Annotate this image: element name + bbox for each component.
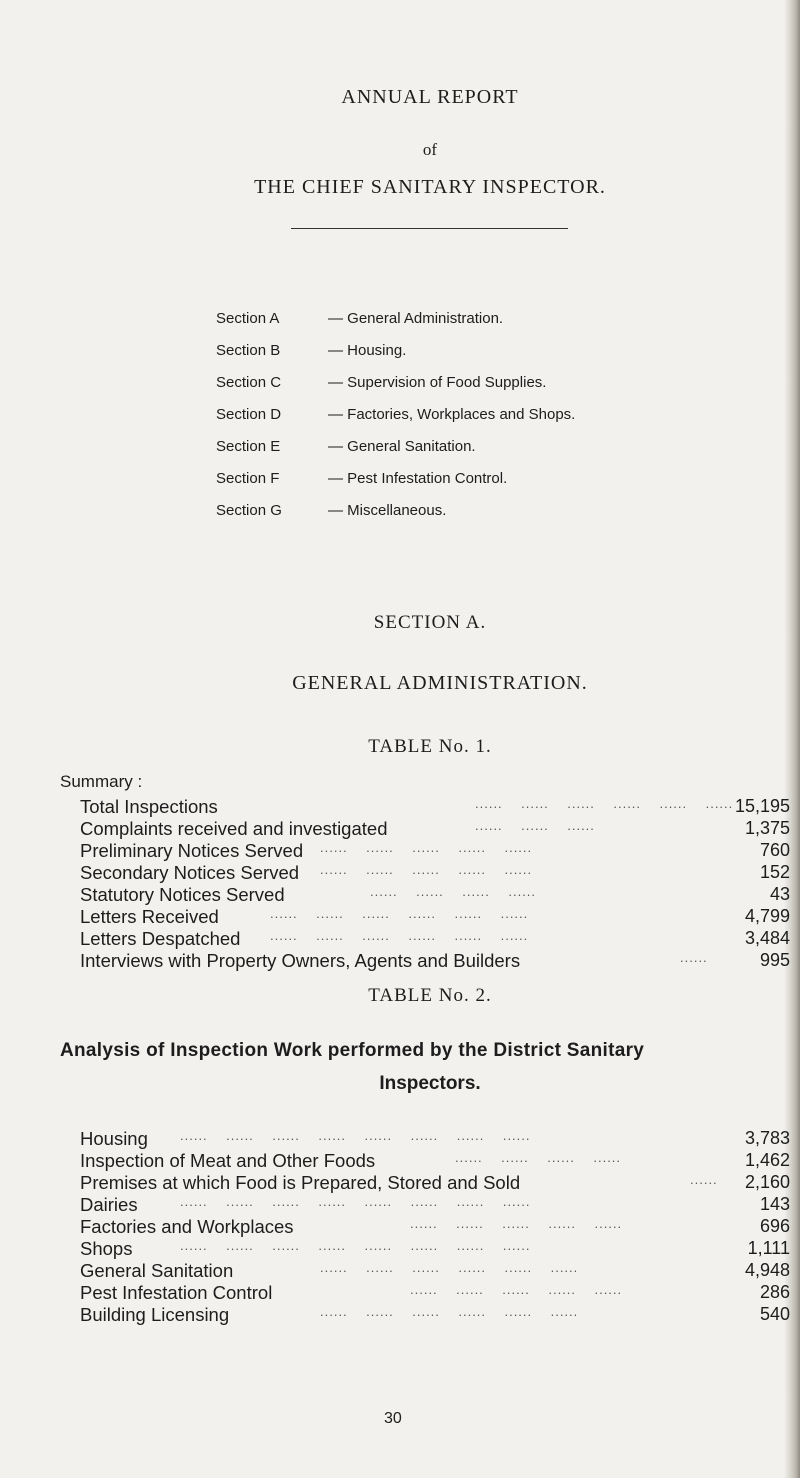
section-letter: Section E xyxy=(216,438,281,455)
row-label: General Sanitation xyxy=(80,1260,234,1281)
leader-dots: ...... xyxy=(690,1172,718,1187)
report-title-of: of xyxy=(422,140,438,159)
row-value: 696 xyxy=(759,1216,790,1236)
table1-row xyxy=(80,818,790,840)
summary-label: Summary : xyxy=(60,772,143,791)
row-value: 760 xyxy=(759,840,790,860)
row-label: Complaints received and investigated xyxy=(80,818,388,839)
row-label: Building Licensing xyxy=(80,1304,230,1325)
leader-dots: ...... ...... ...... ...... ...... ...... xyxy=(320,1260,579,1275)
row-label: Preliminary Notices Served xyxy=(80,840,304,861)
title-divider xyxy=(291,228,568,229)
leader-dots: ...... ...... ...... ...... ...... ...... xyxy=(320,1304,579,1319)
leader-dots: ...... ...... ...... ...... ...... ...... xyxy=(475,796,734,811)
row-value: 995 xyxy=(759,950,790,970)
row-label: Letters Received xyxy=(80,906,219,927)
leader-dots: ...... ...... ...... ...... ...... ...... xyxy=(270,928,529,943)
section-description: — General Sanitation. xyxy=(328,438,476,455)
row-label: Dairies xyxy=(80,1194,138,1215)
leader-dots: ...... ...... ...... xyxy=(475,818,595,833)
section-item xyxy=(216,502,446,519)
row-value: 152 xyxy=(759,862,790,882)
report-subtitle: THE CHIEF SANITARY INSPECTOR. xyxy=(254,176,606,198)
section-item xyxy=(216,310,503,327)
row-value: 3,484 xyxy=(744,928,790,948)
row-value: 1,462 xyxy=(744,1150,790,1170)
table2-row xyxy=(80,1194,790,1216)
table1-row xyxy=(80,884,790,906)
table2-row xyxy=(80,1172,790,1194)
row-label: Letters Despatched xyxy=(80,928,241,949)
table1-row xyxy=(80,928,790,950)
leader-dots: ...... ...... ...... ...... ...... xyxy=(320,862,533,877)
row-label: Factories and Workplaces xyxy=(80,1216,294,1237)
section-description: — Pest Infestation Control. xyxy=(328,470,508,487)
table2-row xyxy=(80,1128,790,1150)
row-label: Total Inspections xyxy=(80,796,218,817)
row-label: Interviews with Property Owners, Agents and Builders xyxy=(80,950,521,971)
section-item xyxy=(216,374,546,391)
section-description: — Factories, Workplaces and Shops. xyxy=(328,406,576,423)
leader-dots: ...... ...... ...... ...... ...... ...... xyxy=(270,906,529,921)
row-label: Pest Infestation Control xyxy=(80,1282,273,1303)
table2-row xyxy=(80,1150,790,1172)
section-item xyxy=(216,406,575,423)
row-value: 143 xyxy=(759,1194,790,1214)
row-label: Statutory Notices Served xyxy=(80,884,285,905)
row-value: 4,799 xyxy=(744,906,790,926)
row-label: Shops xyxy=(80,1238,133,1259)
leader-dots: ...... ...... ...... ...... ...... xyxy=(320,840,533,855)
section-letter: Section F xyxy=(216,470,280,487)
section-item xyxy=(216,470,507,487)
section-letter: Section G xyxy=(216,502,282,519)
leader-dots: ...... ...... ...... ...... ...... ...... ...... ...... xyxy=(180,1128,531,1143)
page-number: 30 xyxy=(384,1410,402,1427)
section-description: — Miscellaneous. xyxy=(328,502,447,519)
leader-dots: ...... xyxy=(680,950,708,965)
table1-row xyxy=(80,840,790,862)
section-letter: Section B xyxy=(216,342,281,359)
table1-row xyxy=(80,862,790,884)
table1-row xyxy=(80,906,790,928)
row-value: 43 xyxy=(769,884,790,904)
report-title: ANNUAL REPORT xyxy=(341,86,519,108)
general-administration-heading: GENERAL ADMINISTRATION. xyxy=(292,672,588,694)
section-description: — Supervision of Food Supplies. xyxy=(328,374,547,391)
table2-row xyxy=(80,1260,790,1282)
leader-dots: ...... ...... ...... ...... ...... ...... ...... ...... xyxy=(180,1194,531,1209)
analysis-title: Analysis of Inspection Work performed by the District Sanitary xyxy=(60,1040,645,1061)
table2-heading: TABLE No. 2. xyxy=(368,985,492,1006)
section-description: — Housing. xyxy=(328,342,407,359)
leader-dots: ...... ...... ...... ...... xyxy=(370,884,537,899)
leader-dots: ...... ...... ...... ...... ...... xyxy=(410,1282,623,1297)
table2-row xyxy=(80,1282,790,1304)
row-label: Inspection of Meat and Other Foods xyxy=(80,1150,376,1171)
row-value: 1,111 xyxy=(747,1238,790,1258)
row-value: 1,375 xyxy=(744,818,790,838)
section-item xyxy=(216,438,476,455)
table1-row xyxy=(80,796,790,818)
row-label: Secondary Notices Served xyxy=(80,862,300,883)
row-value: 15,195 xyxy=(734,796,790,816)
leader-dots: ...... ...... ...... ...... ...... ...... ...... ...... xyxy=(180,1238,531,1253)
table1-row xyxy=(80,950,790,972)
row-value: 3,783 xyxy=(744,1128,790,1148)
table2-row xyxy=(80,1216,790,1238)
section-letter: Section A xyxy=(216,310,280,327)
row-value: 2,160 xyxy=(744,1172,790,1192)
section-description: — General Administration. xyxy=(328,310,504,327)
section-letter: Section D xyxy=(216,406,282,423)
section-a-heading: SECTION A. xyxy=(373,612,487,633)
table2-row xyxy=(80,1304,790,1326)
table2-row xyxy=(80,1238,790,1260)
table1-heading: TABLE No. 1. xyxy=(368,736,492,757)
row-label: Housing xyxy=(80,1128,148,1149)
row-value: 286 xyxy=(759,1282,790,1302)
section-letter: Section C xyxy=(216,374,282,391)
row-value: 540 xyxy=(759,1304,790,1324)
leader-dots: ...... ...... ...... ...... xyxy=(455,1150,622,1165)
section-item xyxy=(216,342,406,359)
row-label: Premises at which Food is Prepared, Stored and Sold xyxy=(80,1172,521,1193)
analysis-title-continued: Inspectors. xyxy=(379,1073,481,1094)
leader-dots: ...... ...... ...... ...... ...... xyxy=(410,1216,623,1231)
row-value: 4,948 xyxy=(744,1260,790,1280)
